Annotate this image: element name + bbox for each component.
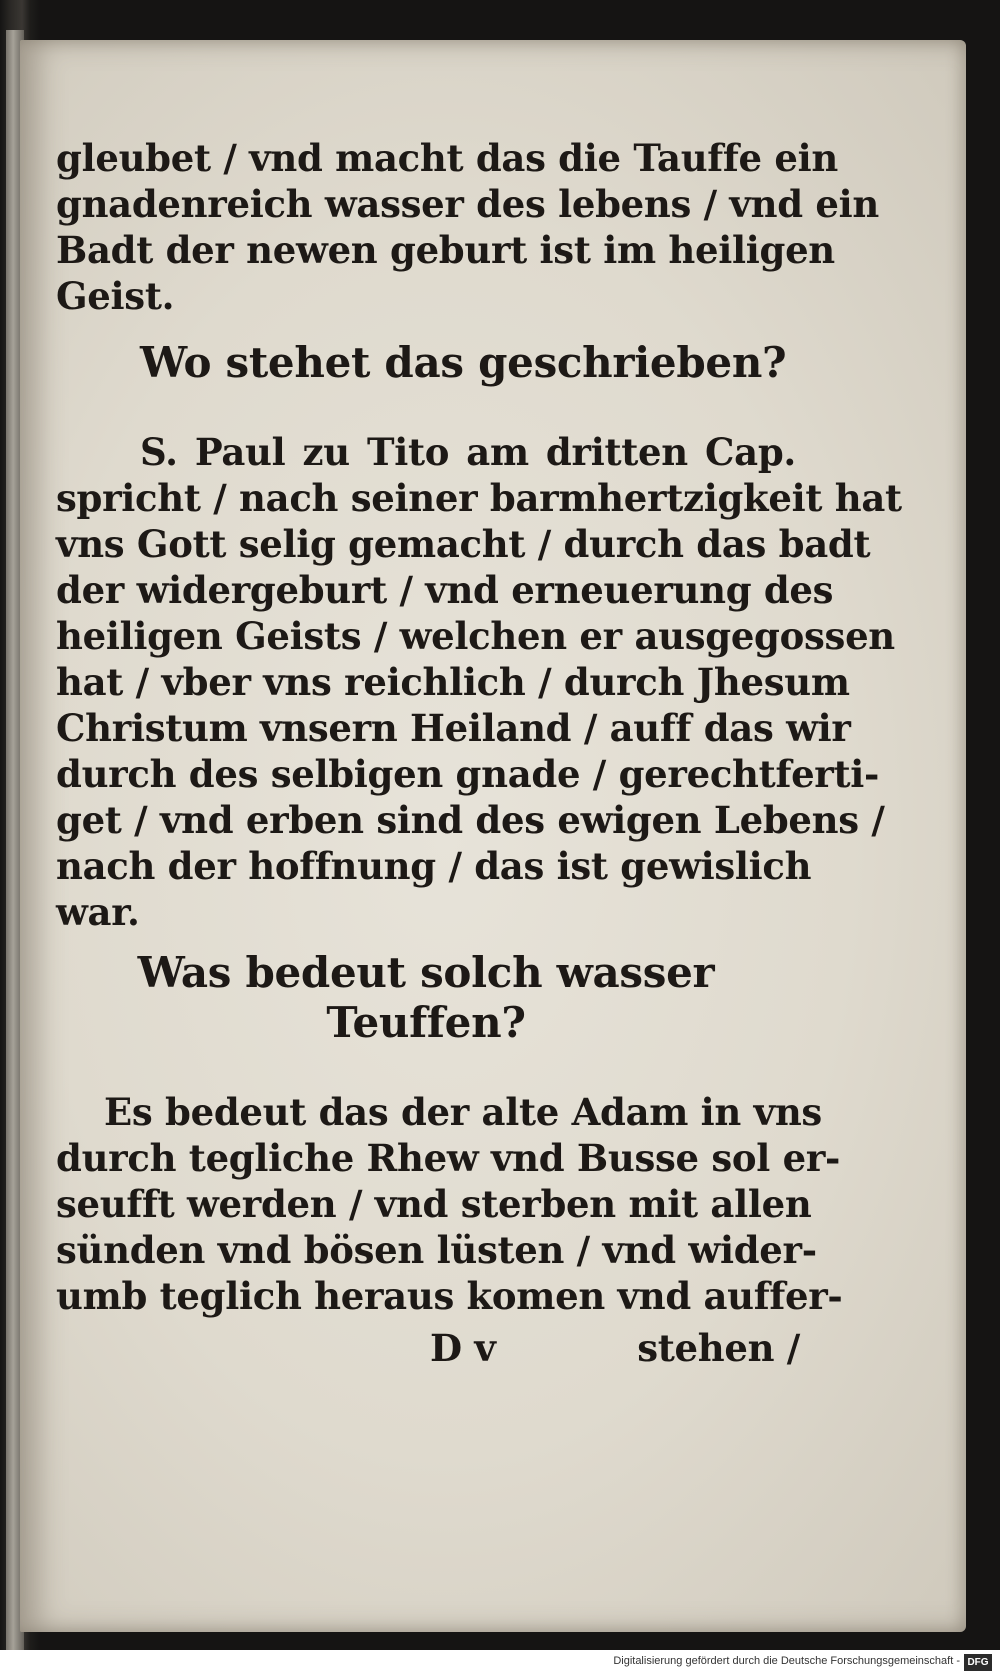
text-line: vns Gott selig gemacht / durch das badt [56, 522, 871, 566]
text-line: seufft werden / vnd sterben mit allen [56, 1182, 812, 1226]
text-line: gnadenreich wasser des lebens / vnd ein [56, 182, 879, 226]
text-line: S. Paul zu Tito am dritten Cap. [140, 430, 796, 474]
section-heading: Teuffen? [326, 998, 526, 1047]
text-line: gleubet / vnd macht das die Tauffe ein [56, 136, 838, 180]
text-line: hat / vber vns reichlich / durch Jhesum [56, 660, 850, 704]
section-heading: Wo stehet das geschrieben? [140, 338, 787, 387]
signature-mark: D v [430, 1326, 496, 1370]
text-line: Christum vnsern Heiland / auff das wir [56, 706, 851, 750]
text-line: sünden vnd bösen lüsten / vnd wider- [56, 1228, 817, 1272]
section-heading: Was bedeut solch wasser [137, 948, 715, 997]
text-line: durch des selbigen gnade / gerechtferti- [56, 752, 880, 796]
text-line: umb teglich heraus komen vnd auffer- [56, 1274, 843, 1318]
text-line: get / vnd erben sind des ewigen Lebens / [56, 798, 885, 842]
footer-bar [0, 1650, 1000, 1677]
text-line: Badt der newen geburt ist im heiligen [56, 228, 835, 272]
text-line: spricht / nach seiner barmhertzigkeit hat [56, 476, 902, 520]
text-line: der widergeburt / vnd erneuerung des [56, 568, 834, 612]
text-line: Es bedeut das der alte Adam in vns [104, 1090, 822, 1134]
text-line: heiligen Geists / welchen er ausgegossen [56, 614, 895, 658]
text-line: durch tegliche Rhew vnd Busse sol er- [56, 1136, 841, 1180]
text-line: nach der hoffnung / das ist gewislich [56, 844, 812, 888]
dfg-logo-icon: DFG [964, 1654, 992, 1671]
book-page [20, 40, 966, 1632]
catchword: stehen / [637, 1326, 800, 1370]
text-line: Geist. [56, 274, 175, 318]
text-line: war. [56, 890, 140, 934]
footer-credit: Digitalisierung gefördert durch die Deutsche Forschungsgemeinschaft - [613, 1655, 960, 1667]
